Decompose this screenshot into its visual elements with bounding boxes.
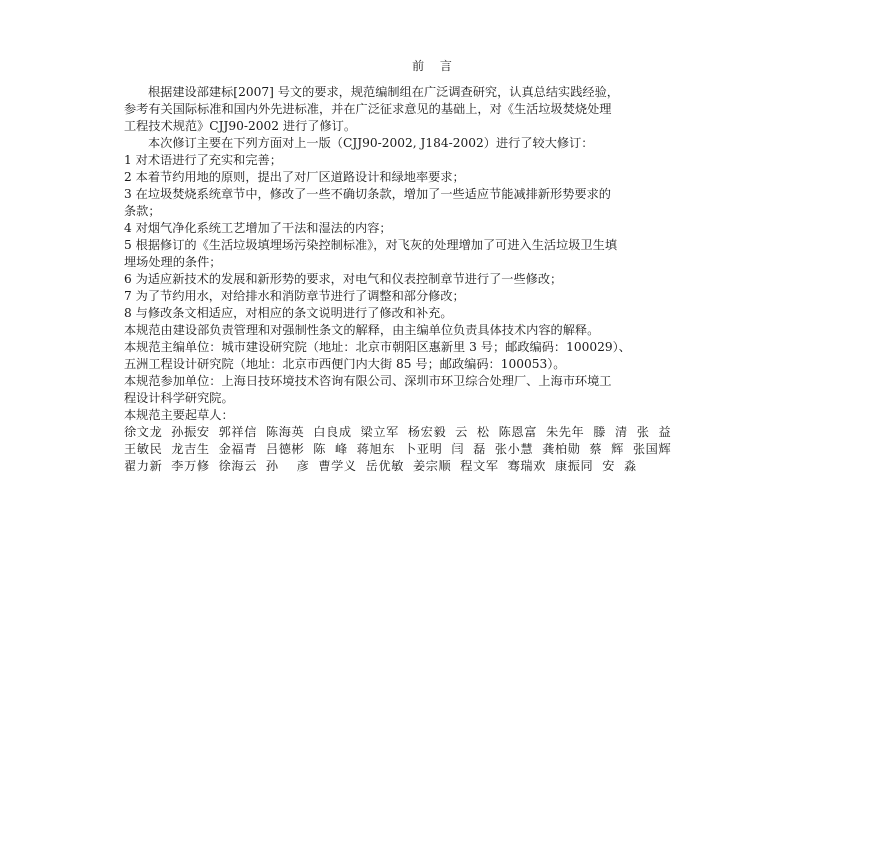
text-line: 8 与修改条文相适应，对相应的条文说明进行了修改和补充。 <box>124 306 453 320</box>
text-line: 5 根据修订的《生活垃圾填埋场污染控制标准》，对飞灰的处理增加了可进入生活垃圾卫生填 <box>124 238 618 252</box>
text-line: 6 为适应新技术的发展和新形势的要求，对电气和仪表控制章节进行了一些修改； <box>124 272 563 286</box>
text-line: 本规范主要起草人： <box>124 408 234 422</box>
document-title: 前 言 <box>412 59 458 73</box>
document-body <box>124 84 754 475</box>
text-line: 参考有关国际标准和国内外先进标准，并在广泛征求意见的基础上，对《生活垃圾焚烧处理 <box>124 102 612 116</box>
text-line: 根据建设部建标[2007] 号文的要求，规范编制组在广泛调查研究，认真总结实践经验， <box>148 85 619 99</box>
paragraph-lines <box>124 84 754 424</box>
text-line: 3 在垃圾焚烧系统章节中，修改了一些不确切条款，增加了一些适应节能减排新形势要求的 <box>124 187 611 201</box>
drafters-row: 翟力新 李万修 徐海云 孙 彦 曹学义 岳优敏 姜宗顺 程文军 骞瑞欢 康振同 安 淼 <box>124 459 637 473</box>
text-line: 本次修订主要在下列方面对上一版（CJJ90-2002, J184-2002）进行了较大修订： <box>148 136 594 150</box>
text-line: 2 本着节约用地的原则，提出了对厂区道路设计和绿地率要求； <box>124 170 465 184</box>
drafters-row: 徐文龙 孙振安 郭祥信 陈海英 白良成 梁立军 杨宏毅 云 松 陈恩富 朱先年 滕 清 张 益 <box>124 425 672 439</box>
text-line: 条款； <box>124 204 161 218</box>
text-line: 4 对烟气净化系统工艺增加了干法和湿法的内容； <box>124 221 392 235</box>
text-line: 程设计科学研究院。 <box>124 391 234 405</box>
text-line: 工程技术规范》CJJ90-2002 进行了修订。 <box>124 119 357 133</box>
text-line: 7 为了节约用水，对给排水和消防章节进行了调整和部分修改； <box>124 289 465 303</box>
text-line: 埋场处理的条件； <box>124 255 222 269</box>
text-line: 本规范由建设部负责管理和对强制性条文的解释，由主编单位负责具体技术内容的解释。 <box>124 323 600 337</box>
text-line: 本规范主编单位：城市建设研究院（地址：北京市朝阳区惠新里 3 号；邮政编码：100029）、 <box>124 340 631 354</box>
text-line: 本规范参加单位：上海日技环境技术咨询有限公司、深圳市环卫综合处理厂、上海市环境工 <box>124 374 612 388</box>
drafters-list <box>124 424 754 475</box>
text-line: 五洲工程设计研究院（地址：北京市西便门内大街 85 号；邮政编码：100053）。 <box>124 357 566 371</box>
text-line: 1 对术语进行了充实和完善； <box>124 153 282 167</box>
drafters-row: 王敏民 龙吉生 金福青 吕德彬 陈 峰 蒋旭东 卜亚明 闫 磊 张小慧 龚柏勋 蔡 辉 张国辉 <box>124 442 672 456</box>
